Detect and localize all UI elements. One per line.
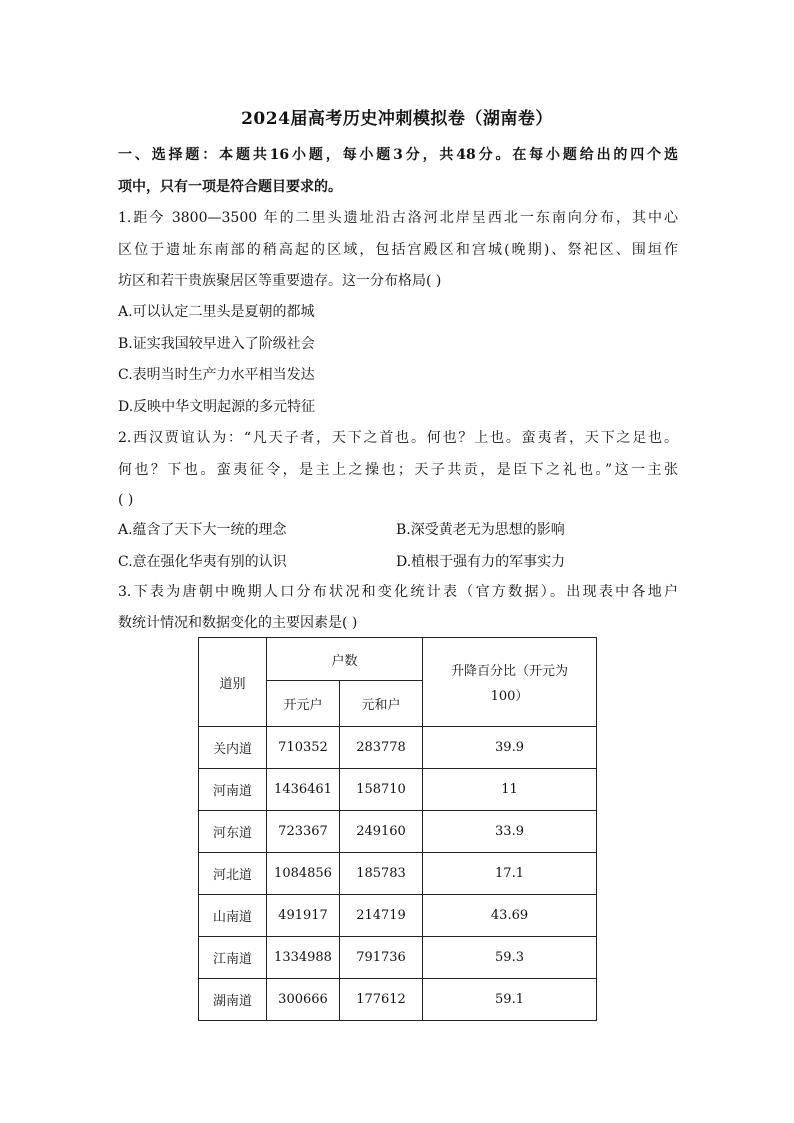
q1-option-b[interactable]: B.证实我国较早进入了阶级社会 <box>118 336 315 352</box>
cell-yuanhe: 214719 <box>340 895 423 937</box>
q2-option-c[interactable]: C.意在强化华夷有别的认识 <box>118 554 287 570</box>
cell-percent: 11 <box>423 769 597 811</box>
cell-kaiyuan: 1084856 <box>267 853 340 895</box>
table-row <box>199 979 597 1021</box>
cell-region: 河北道 <box>199 853 267 895</box>
q2-stem-line-3: ( ) <box>118 492 134 508</box>
section-instruction-line-2: 项中，只有一项是符合题目要求的。 <box>118 179 342 195</box>
cell-kaiyuan: 300666 <box>267 979 340 1021</box>
header-change-percent <box>423 638 597 727</box>
q3-stem-line-1: 3.下表为唐朝中晚期人口分布状况和变化统计表（官方数据）。出现表中各地户 <box>118 584 678 600</box>
q1-stem-line-1: 1.距今 3800—3500 年的二里头遗址沿古洛河北岸呈西北一东南向分布，其中心 <box>118 210 678 226</box>
table-row <box>199 727 597 769</box>
cell-percent: 17.1 <box>423 853 597 895</box>
cell-region: 湖南道 <box>199 979 267 1021</box>
cell-yuanhe: 283778 <box>340 727 423 769</box>
header-change-line-1: 升降百分比（开元为 <box>451 664 569 679</box>
q1-option-a[interactable]: A.可以认定二里头是夏朝的都城 <box>118 304 315 320</box>
table-header-row <box>199 638 597 681</box>
q1-option-c[interactable]: C.表明当时生产力水平相当发达 <box>118 367 315 383</box>
q2-option-d[interactable]: D.植根于强有力的军事实力 <box>396 554 566 570</box>
q1-option-d[interactable]: D.反映中华文明起源的多元特征 <box>118 399 316 415</box>
cell-percent: 43.69 <box>423 895 597 937</box>
header-change-line-2: 100） <box>490 689 529 704</box>
cell-region: 河东道 <box>199 811 267 853</box>
q1-stem-line-3: 坊区和若干贵族聚居区等重要遗存。这一分布格局( ) <box>118 273 442 289</box>
cell-yuanhe: 158710 <box>340 769 423 811</box>
header-region: 道别 <box>199 638 267 727</box>
cell-percent: 33.9 <box>423 811 597 853</box>
cell-region: 关内道 <box>199 727 267 769</box>
page-title: 2024届高考历史冲刺模拟卷（湖南卷） <box>241 109 553 129</box>
cell-kaiyuan: 1436461 <box>267 769 340 811</box>
header-yuanhe: 元和户 <box>340 681 423 727</box>
q1-stem-line-2: 区位于遗址东南部的稍高起的区域，包括宫殿区和宫城(晚期)、祭祀区、围垣作 <box>118 242 678 258</box>
cell-kaiyuan: 1334988 <box>267 937 340 979</box>
cell-kaiyuan: 710352 <box>267 727 340 769</box>
q2-option-a[interactable]: A.蕴含了天下大一统的理念 <box>118 522 287 538</box>
table-row <box>199 937 597 979</box>
cell-region: 山南道 <box>199 895 267 937</box>
cell-percent: 39.9 <box>423 727 597 769</box>
q3-stem-line-2: 数统计情况和数据变化的主要因素是( ) <box>118 615 358 631</box>
cell-kaiyuan: 491917 <box>267 895 340 937</box>
q2-option-b[interactable]: B.深受黄老无为思想的影响 <box>396 522 565 538</box>
section-instruction-line-1: 一、选择题：本题共16小题，每小题3分，共48分。在每小题给出的四个选 <box>118 147 678 163</box>
q2-stem-line-2: 何也？下也。蛮夷征令，是主上之操也；天子共贡，是臣下之礼也。”这一主张 <box>118 462 678 478</box>
cell-region: 江南道 <box>199 937 267 979</box>
table-row <box>199 811 597 853</box>
q2-stem-line-1: 2.西汉贾谊认为：“凡天子者，天下之首也。何也？上也。蛮夷者，天下之足也。 <box>118 430 678 446</box>
cell-yuanhe: 249160 <box>340 811 423 853</box>
cell-kaiyuan: 723367 <box>267 811 340 853</box>
cell-yuanhe: 791736 <box>340 937 423 979</box>
population-table <box>198 637 597 1021</box>
cell-yuanhe: 177612 <box>340 979 423 1021</box>
cell-region: 河南道 <box>199 769 267 811</box>
header-households: 户数 <box>267 638 423 681</box>
table-row <box>199 853 597 895</box>
cell-percent: 59.3 <box>423 937 597 979</box>
table-row <box>199 895 597 937</box>
header-kaiyuan: 开元户 <box>267 681 340 727</box>
table-row <box>199 769 597 811</box>
cell-percent: 59.1 <box>423 979 597 1021</box>
cell-yuanhe: 185783 <box>340 853 423 895</box>
